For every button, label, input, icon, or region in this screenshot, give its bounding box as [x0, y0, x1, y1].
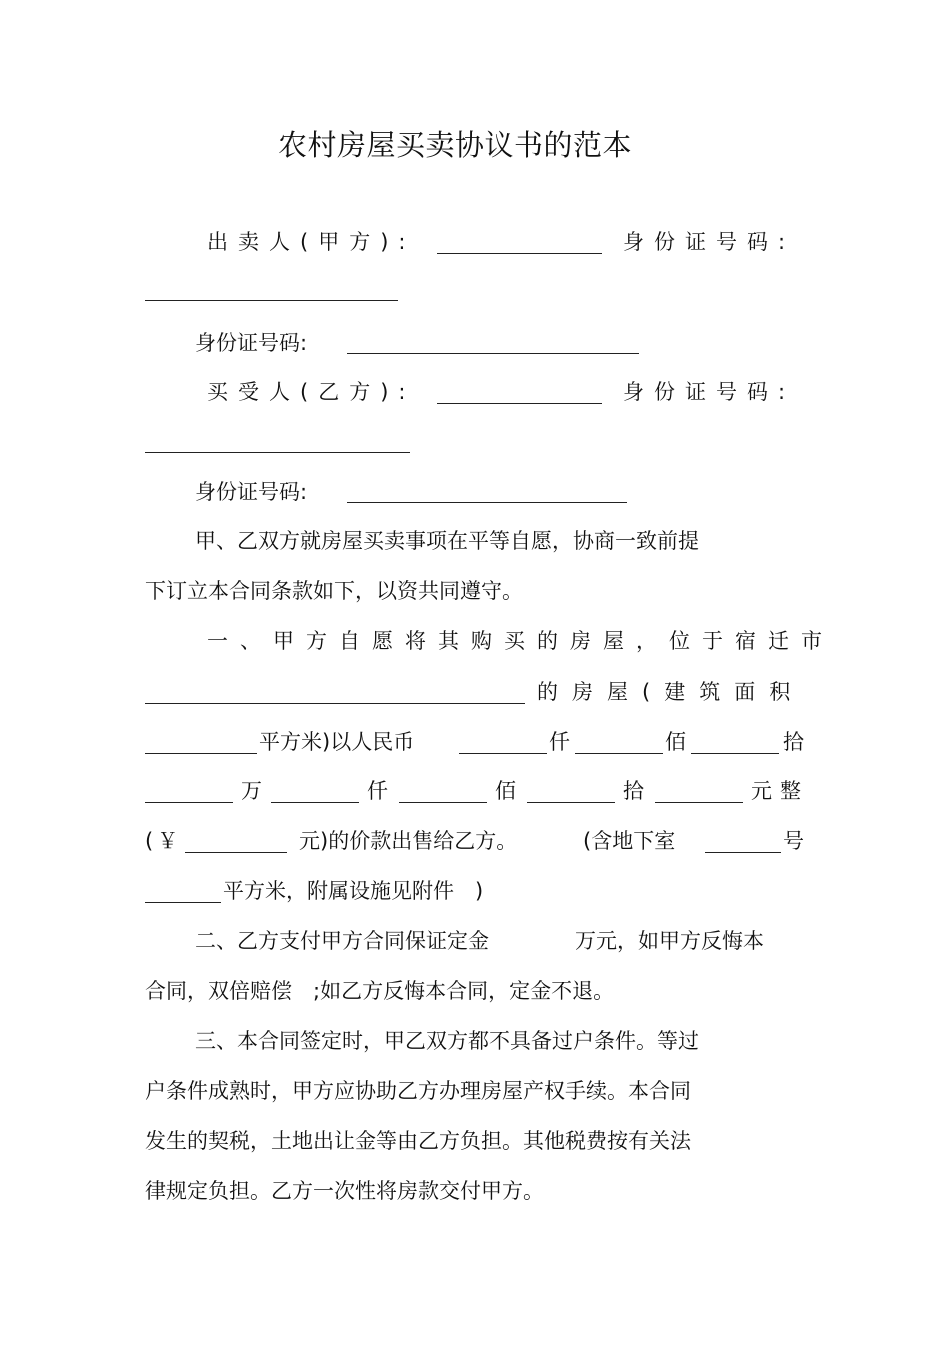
clause1-bai-2: 佰 [495, 779, 516, 803]
amount-blank-7 [527, 802, 615, 803]
seller-id-label: 身份证号码: [623, 230, 796, 254]
clause1-shi-2: 拾 [623, 779, 644, 803]
clause1-qian-2: 仟 [367, 779, 388, 803]
clause3-line-3: 发生的契税，土地出让金等由乙方负担。其他税费按有关法 [145, 1129, 691, 1153]
clause1-line-1: 一、甲方自愿将其购买的房屋，位于宿迁市 [207, 629, 834, 653]
amount-blank-1 [459, 753, 547, 754]
amount-blank-2 [575, 753, 663, 754]
buyer-name-blank [437, 403, 602, 404]
location-blank [145, 703, 525, 704]
clause1-line-6: 平方米，附属设施见附件 ) [223, 879, 484, 903]
clause1-line-5c: (含地下室 [583, 829, 676, 853]
seller-name-blank [437, 253, 602, 254]
clause1-wan: 万 [241, 779, 262, 803]
basement-no-blank [705, 852, 781, 853]
amount-blank-6 [399, 802, 487, 803]
clause1-bai-1: 佰 [665, 730, 686, 754]
id-blank-2 [347, 502, 627, 503]
seller-id-blank [145, 300, 398, 301]
id-label-1: 身份证号码: [195, 331, 308, 355]
amount-blank-4 [145, 802, 233, 803]
intro-line-2: 下订立本合同条款如下，以资共同遵守。 [145, 579, 523, 603]
document-title: 农村房屋买卖协议书的范本 [277, 128, 632, 162]
clause1-line-3a: 平方米)以人民币 [259, 730, 415, 754]
clause1-shi-1: 拾 [783, 730, 804, 754]
id-label-2: 身份证号码: [195, 480, 308, 504]
clause2-line-1b: 万元，如甲方反悔本 [575, 929, 764, 953]
clause2-line-2: 合同，双倍赔偿 ;如乙方反悔本合同，定金不退。 [145, 979, 615, 1003]
clause1-yuanzheng: 元整 [751, 779, 809, 803]
clause1-qian-1: 仟 [549, 730, 570, 754]
clause3-line-2: 户条件成熟时，甲方应协助乙方办理房屋产权手续。本合同 [145, 1079, 691, 1103]
amount-blank-8 [655, 802, 743, 803]
basement-area-blank [145, 902, 221, 903]
amount-blank-3 [691, 753, 779, 754]
clause3-line-4: 律规定负担。乙方一次性将房款交付甲方。 [145, 1179, 544, 1203]
yuan-amount-blank [185, 852, 287, 853]
buyer-id-label: 身份证号码: [623, 380, 796, 404]
clause3-line-1: 三、本合同签定时，甲乙双方都不具备过户条件。等过 [195, 1029, 699, 1053]
id-blank-1 [347, 353, 639, 354]
clause1-hao: 号 [783, 829, 804, 853]
clause1-line-5b: 元)的价款出售给乙方。 [299, 829, 518, 853]
amount-blank-5 [271, 802, 359, 803]
clause1-line-5a: (￥ [145, 829, 183, 853]
clause2-line-1a: 二、乙方支付甲方合同保证定金 [195, 929, 489, 953]
buyer-label: 买受人(乙方): [207, 380, 416, 404]
intro-line-1: 甲、乙双方就房屋买卖事项在平等自愿，协商一致前提 [195, 529, 699, 553]
clause1-line-2: 的房屋(建筑面积 [537, 680, 805, 704]
buyer-id-blank [145, 452, 410, 453]
area-blank [145, 753, 257, 754]
seller-label: 出卖人(甲方): [207, 230, 416, 254]
